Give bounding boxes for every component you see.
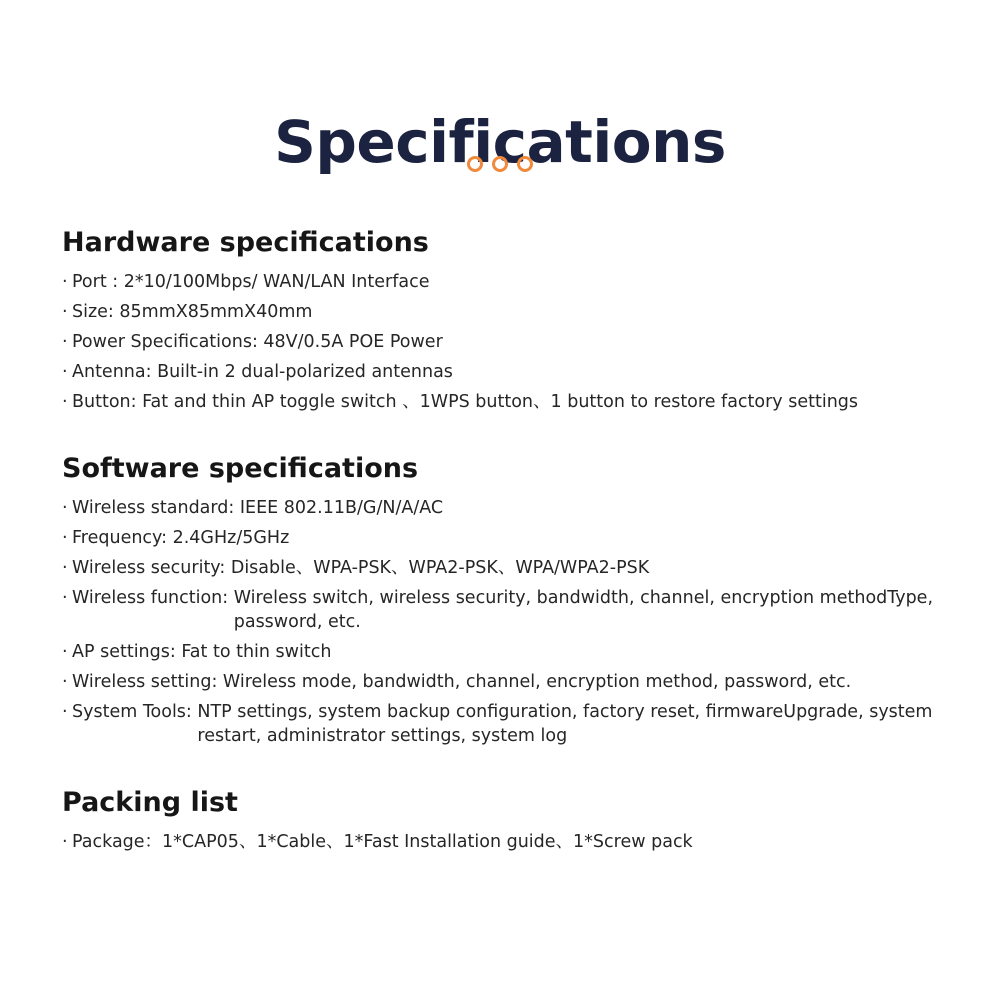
spec-value: NTP settings, system backup configuration, factory reset, firmwareUpgrade, system restart, administrator settings, system log xyxy=(197,702,933,746)
spec-value: Fat and thin AP toggle switch 、1WPS button、1 button to restore factory settings xyxy=(142,392,859,412)
spec-value: IEEE 802.11B/G/N/A/AC xyxy=(239,498,444,518)
list-item xyxy=(62,360,972,384)
hardware-spec-list xyxy=(62,270,972,414)
bullet: · xyxy=(62,832,68,852)
spec-label: Wireless standard: xyxy=(72,498,240,518)
hardware-section xyxy=(62,226,972,420)
spec-label: Power Specifications: xyxy=(72,332,264,352)
spec-value: 85mmX85mmX40mm xyxy=(119,302,313,322)
spec-label: Wireless security: xyxy=(72,558,231,578)
bullet: · xyxy=(62,642,68,662)
spec-value: Fat to thin switch xyxy=(181,642,332,662)
spec-value: 2*10/100Mbps/ WAN/LAN Interface xyxy=(123,272,430,292)
title-decoration xyxy=(0,156,1000,172)
spec-label: Antenna: xyxy=(72,362,158,382)
list-item xyxy=(62,390,972,414)
list-item xyxy=(62,556,972,580)
bullet: · xyxy=(62,558,68,578)
spec-value: Built-in 2 dual-polarized antennas xyxy=(157,362,453,382)
section-heading: Hardware specifications xyxy=(62,227,429,258)
list-item xyxy=(62,300,972,324)
spec-value: Wireless mode, bandwidth, channel, encryption method, password, etc. xyxy=(222,672,852,692)
spec-label: Size: xyxy=(72,302,120,322)
section-heading: Packing list xyxy=(62,787,238,818)
circle-icon xyxy=(492,156,508,172)
software-spec-list xyxy=(62,496,972,748)
spec-label: Port : xyxy=(72,272,124,292)
list-item xyxy=(62,670,972,694)
spec-value: Wireless switch, wireless security, bandwidth, channel, encryption methodType, password, etc. xyxy=(233,588,934,632)
list-item xyxy=(62,526,972,550)
bullet: · xyxy=(62,588,68,608)
list-item xyxy=(62,496,972,520)
spec-label: Wireless setting: xyxy=(72,672,223,692)
spec-label: Button: xyxy=(72,392,143,412)
bullet: · xyxy=(62,302,68,322)
list-item xyxy=(62,270,972,294)
bullet: · xyxy=(62,528,68,548)
bullet: · xyxy=(62,702,68,722)
spec-label: Package： xyxy=(72,832,163,852)
spec-value: Disable、WPA-PSK、WPA2-PSK、WPA/WPA2-PSK xyxy=(230,558,650,578)
bullet: · xyxy=(62,392,68,412)
bullet: · xyxy=(62,498,68,518)
spec-label: Frequency: xyxy=(72,528,173,548)
spec-label: AP settings: xyxy=(72,642,182,662)
packing-list xyxy=(62,830,972,854)
list-item xyxy=(62,640,972,664)
bullet: · xyxy=(62,272,68,292)
software-section xyxy=(62,452,972,754)
bullet: · xyxy=(62,672,68,692)
list-item xyxy=(62,830,972,854)
spec-value: 2.4GHz/5GHz xyxy=(172,528,290,548)
list-item xyxy=(62,700,972,748)
section-heading: Software specifications xyxy=(62,453,419,484)
spec-value: 1*CAP05、1*Cable、1*Fast Installation guide、1*Screw pack xyxy=(162,832,693,852)
circle-icon xyxy=(517,156,533,172)
page-title: Specifications xyxy=(274,107,726,176)
bullet: · xyxy=(62,332,68,352)
bullet: · xyxy=(62,362,68,382)
spec-value: 48V/0.5A POE Power xyxy=(263,332,443,352)
list-item xyxy=(62,586,972,634)
circle-icon xyxy=(467,156,483,172)
spec-label: System Tools: xyxy=(72,702,198,722)
list-item xyxy=(62,330,972,354)
spec-label: Wireless function: xyxy=(72,588,234,608)
packing-section xyxy=(62,786,972,860)
